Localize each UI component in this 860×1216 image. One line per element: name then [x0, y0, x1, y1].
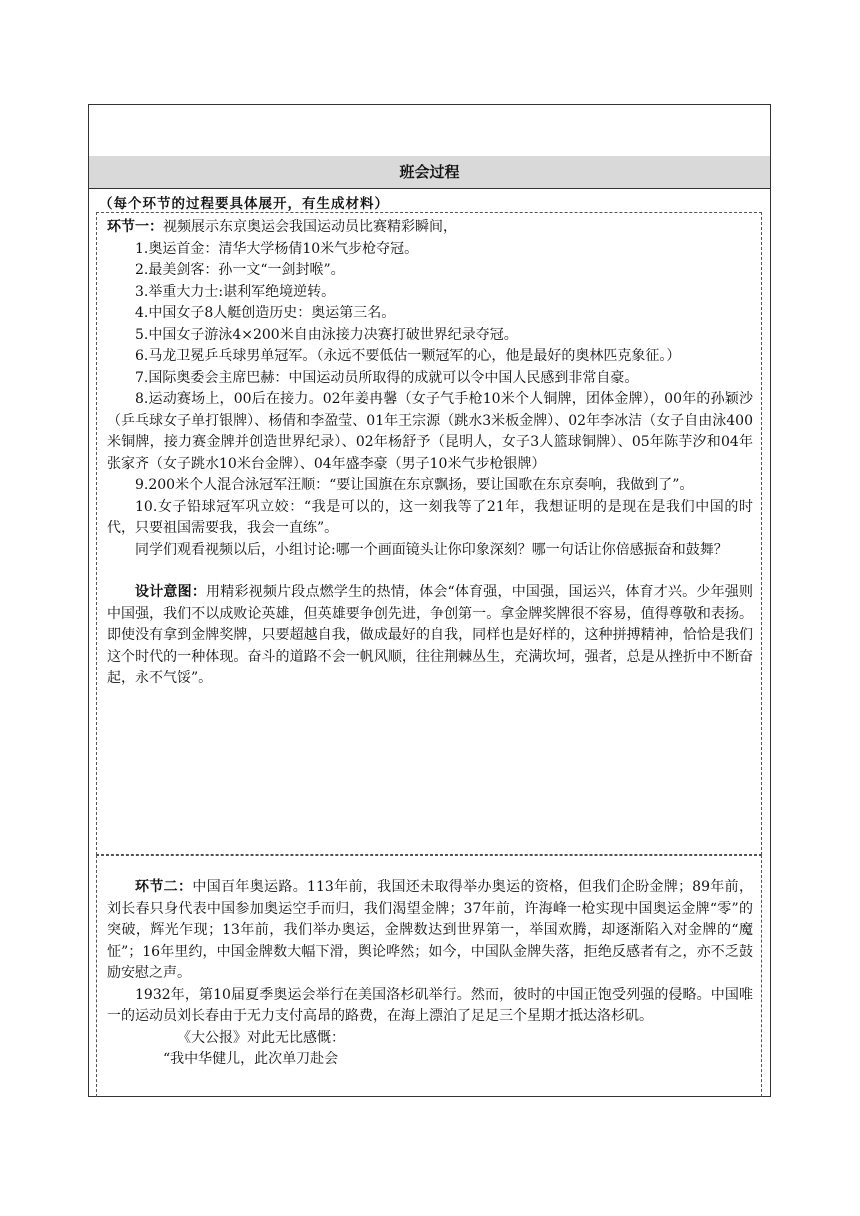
section1-label: 环节一： [107, 219, 163, 235]
section2-content [107, 877, 753, 1071]
list-item: 2.最美剑客：孙一文“一剑封喉”。 [135, 262, 345, 278]
empty-top-cell [89, 105, 770, 157]
lesson-table [88, 104, 771, 1097]
section2-intro: 环节二：中国百年奥运路。113年前，我国还未取得举办奥运的资格，但我们企盼金牌；89年前，刘长春只身代表中国参加奥运空手而归，我们渴望金牌；37年前，许海峰一枪实现中国奥运金牌“零”的突破，辉光乍现；13年前，我们举办奥运，金牌数达到世界第一，举国欢腾，却逐渐陷入对金牌的“魔怔”；16年里约，中国金牌数大幅下滑，舆论哗然；如今，中国队金牌失落，拒绝反感者有之，亦不乏鼓励安慰之声。 [107, 879, 754, 981]
design-label: 设计意图： [135, 584, 207, 600]
section1-box [96, 212, 762, 855]
list-item: 1.奥运首金：清华大学杨倩10米气步枪夺冠。 [135, 240, 419, 257]
list-item: 7.国际奥委会主席巴赫：中国运动员所取得的成就可以令中国人民感到非常自豪。 [135, 369, 639, 386]
list-item: 10.女子铅球冠军巩立姣：“我是可以的，这一刻我等了21年，我想证明的是现在是我们中国的时代，只要祖国需要我，我会一直练”。 [107, 498, 753, 536]
discussion-text: 同学们观看视频以后，小组讨论:哪一个画面镜头让你印象深刻？哪一句话让你倍感振奋和鼓舞？ [135, 541, 728, 558]
list-item: 9.200米个人混合泳冠军汪顺：“要让国旗在东京飘扬，要让国歌在东京奏响，我做到了”。 [135, 477, 694, 493]
quote-start: “我中华健儿，此次单刀赴会 [163, 1051, 339, 1067]
list-item: 8.运动赛场上，00后在接力。02年姜冉馨（女子气手枪10米个人铜牌，团体金牌），00年的孙颖沙（乒乓球女子单打银牌）、杨倩和李盈莹、01年王宗源（跳水3米板金牌）、02年李冰洁（女子自由泳400米铜牌，接力赛金牌并创造世界纪录）、02年杨舒予（昆明人，女子3人篮球铜牌）、05年陈芋汐和04年张家齐（女子跳水10米台金牌）、04年盛李豪（男子10米气步枪银牌） [107, 391, 753, 472]
list-item: 4.中国女子8人艇创造历史：奥运第三名。 [135, 305, 396, 321]
list-item: 6.马龙卫冕乒乓球男单冠军。（永远不要低估一颗冠军的心，他是最好的奥林匹克象征。） [135, 348, 681, 364]
section2-paragraph: 1932年，第10届夏季奥运会举行在美国洛杉矶举行。然而，彼时的中国正饱受列强的侵略。中国唯一的运动员刘长春由于无力支付高昂的路费，在海上漂泊了足足三个星期才抵达洛杉矶。 [107, 986, 753, 1024]
section-header: 班会过程 [89, 156, 770, 189]
spacer [107, 561, 753, 582]
list-item: 5.中国女子游泳4×200米自由泳接力决赛打破世界纪录夺冠。 [135, 326, 518, 343]
instruction-note: （每个环节的过程要具体展开，有生成材料） [99, 196, 389, 212]
quote-intro: 《大公报》对此无比感慨： [177, 1029, 345, 1046]
section1-intro: 环节一：视频展示东京奥运会我国运动员比赛精彩瞬间， [107, 219, 457, 235]
design-intent: 设计意图：用精彩视频片段点燃学生的热情，体会“体育强，中国强，国运兴，体育才兴。少年强则中国强，我们不以成败论英雄，但英雄要争创先进，争创第一。拿金牌奖牌很不容易，值得尊敬和表扬。即使没有拿到金牌奖牌，只要超越自我，做成最好的自我，同样也是好样的，这种拼搏精神，恰恰是我们这个时代的一种体现。奋斗的道路不会一帆风顺，往往荆棘丛生，充满坎坷，强者，总是从挫折中不断奋起，永不气馁”。 [107, 584, 754, 686]
section1-content [107, 217, 753, 690]
list-item: 3.举重大力士:谌利军绝境逆转。 [135, 283, 336, 300]
section2-label: 环节二： [135, 879, 193, 895]
section2-box [96, 855, 762, 1097]
